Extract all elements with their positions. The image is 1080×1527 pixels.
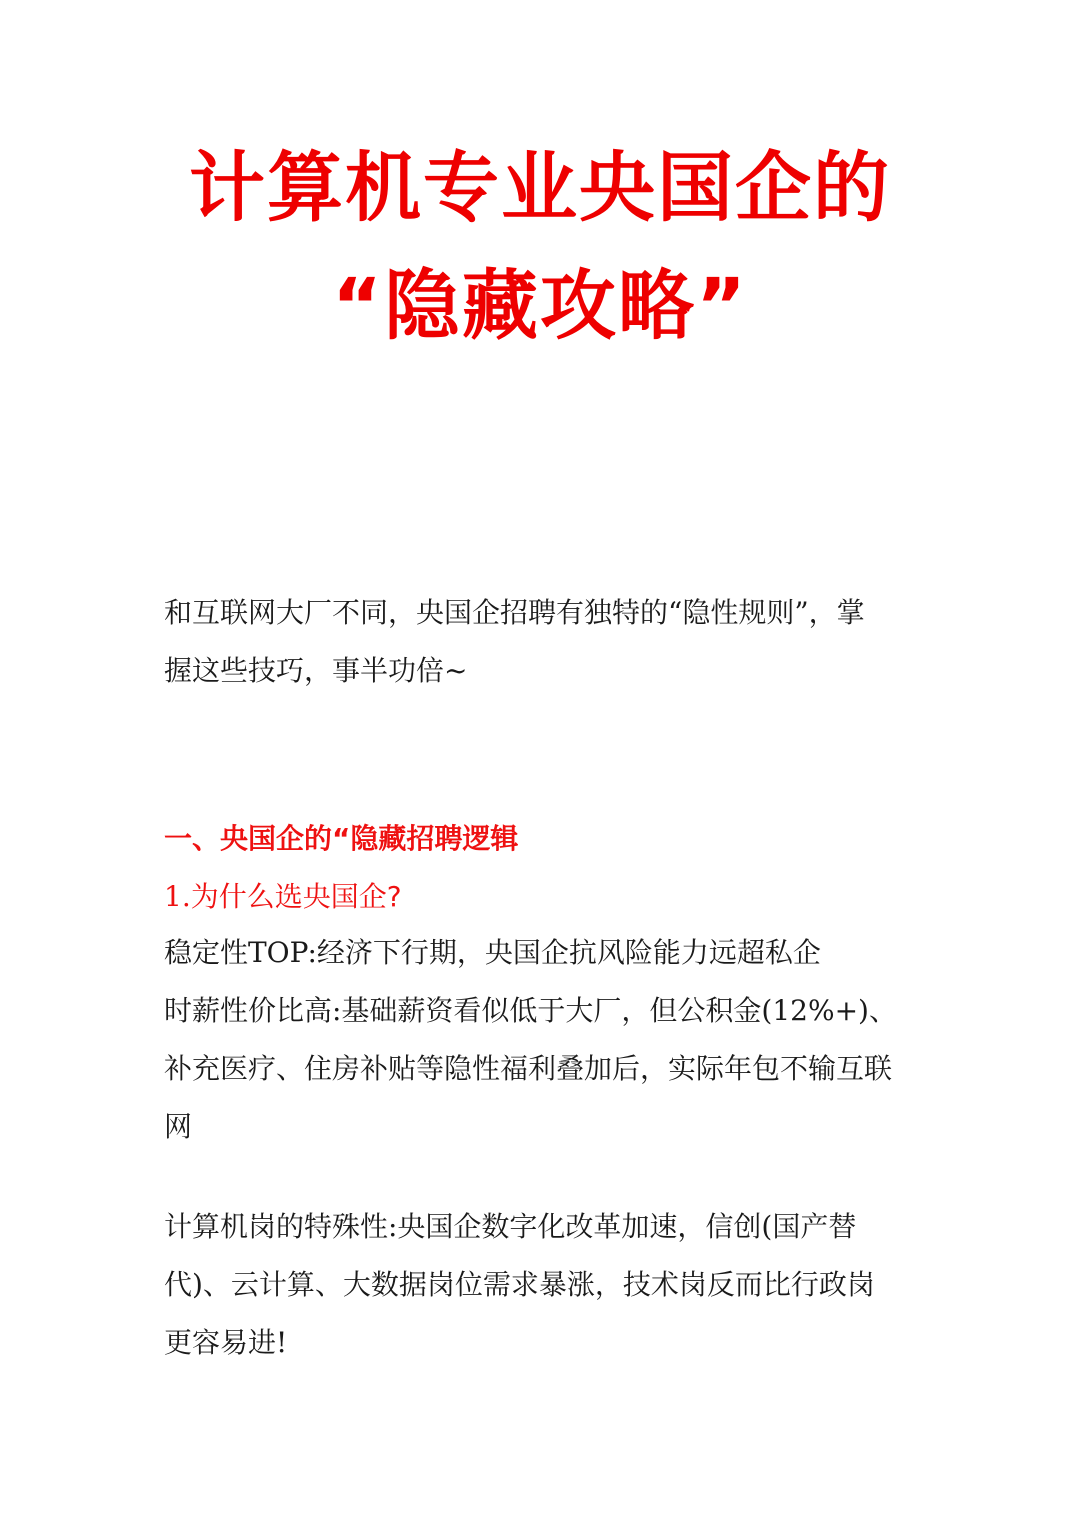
intro-line-1: 和互联网大厂不同，央国企招聘有独特的“隐性规则”，掌 — [164, 596, 865, 629]
cs-jobs-line-2: 代)、云计算、大数据岗位需求暴涨，技术岗反而比行政岗 — [164, 1268, 875, 1301]
cs-jobs-line-3: 更容易进! — [164, 1326, 288, 1359]
reasons-line-1: 稳定性TOP:经济下行期，央国企抗风险能力远超私企 — [164, 936, 821, 969]
intro-line-2: 握这些技巧，事半功倍~ — [164, 654, 468, 687]
intro-paragraph — [164, 584, 924, 700]
subsection-number: 1. — [164, 880, 191, 913]
reasons-line-2: 时薪性价比高:基础薪资看似低于大厂，但公积金(12%+)、 — [164, 994, 897, 1027]
reasons-paragraph — [164, 924, 924, 1156]
page-title-line-2: “隐藏攻略” — [332, 261, 748, 350]
section-heading: 一、央国企的“隐藏招聘逻辑 — [164, 822, 519, 855]
cs-jobs-paragraph — [164, 1198, 924, 1372]
subsection-heading — [164, 868, 924, 926]
reasons-line-4: 网 — [164, 1110, 193, 1143]
cs-jobs-line-1: 计算机岗的特殊性:央国企数字化改革加速，信创(国产替 — [164, 1210, 857, 1243]
page-title-line-1: 计算机专业央国企的 — [189, 143, 891, 232]
reasons-line-3: 补充医疗、住房补贴等隐性福利叠加后，实际年包不输互联 — [164, 1052, 893, 1085]
subsection-heading-text: 为什么选央国企? — [190, 880, 402, 913]
